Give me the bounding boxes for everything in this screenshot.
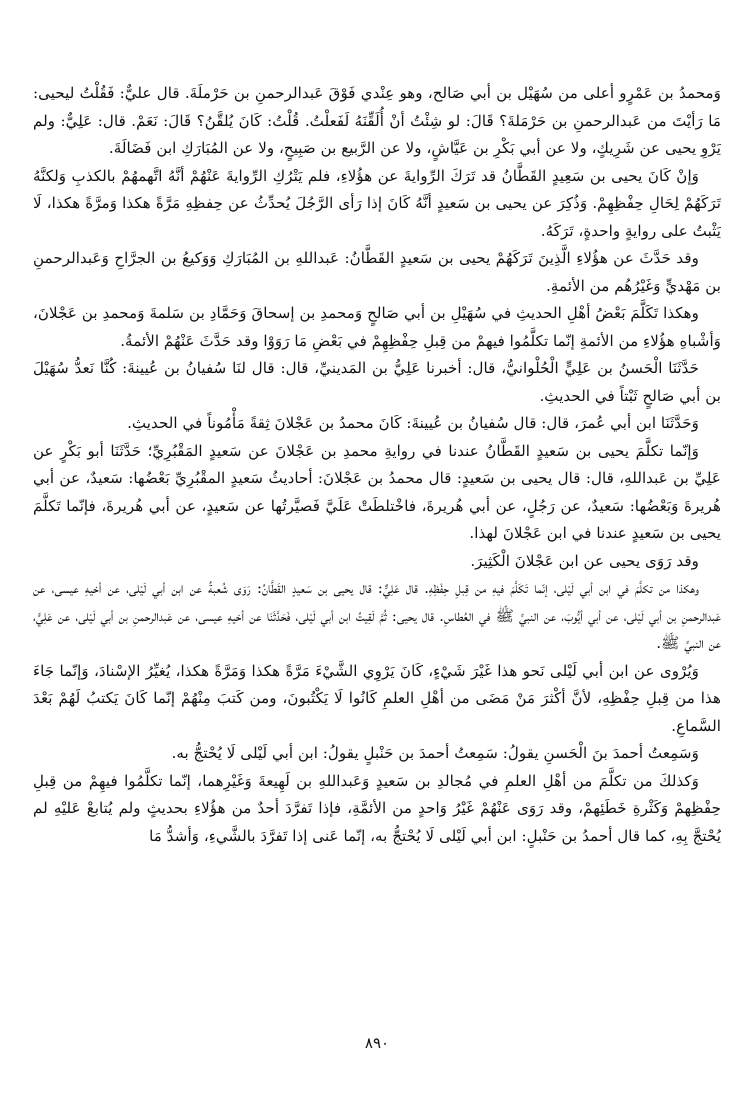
- paragraph: وَمحمدُ بن عَمْرٍو أعلى من سُهَيْل بن أبي صَالح، وهو عِنْدي فَوْقَ عَبدالرحمنِ بن حَرْملَةَ. قال عليٌّ: فَقُلْتُ ليحيى: مَا رَأيْتَ من عَبدالرحمنِ بن حَرْمَلةَ؟ قَالَ: لو شِئْتُ أنْ أُلَقِّنَهُ لَفَعلْتُ. قُلْتُ: كَانَ يُلقَّنُ؟ قَالَ: نَعَمْ. قال: عَلِيٌّ: ولم يَرْوِ يحيى عن شَرِيكٍ، ولا عن أبي بَكْرِ بن عَيَّاشٍ، ولا عن الرَّبيع بن صَبِيحٍ، ولا عن المُبَارَكِ ابن فَضَالَةَ.: [33, 84, 721, 157]
- paragraph: وَكذلكَ من تكلَّمَ من أهْلِ العلمِ في مُجالدِ بن سَعيدٍ وَعَبداللهِ بن لَهِيعةَ وَغَيْرِهما، إنّما تكلَّمُوا فيهِمْ من قِبلِ حِفْظِهمْ وَكَثْرةِ خَطَئِهمْ، وقد رَوَى عَنْهُمْ غَيْرُ وَاحدٍ من الأئمَّةِ، فإذا تَفرَّدَ أحدٌ من هؤُلاءِ بحديثٍ ولم يُتابعْ عَليْهِ لم يُحْتجَّ بِهِ، كما قال أحمدُ بن حَنْبلٍ: ابن أبي لَيْلى لَا يُحْتجُّ به، إنّما عَنى إذا تَفرَّدَ بالشَّيءِ، وَأشدُّ مَا: [33, 771, 721, 845]
- paragraph: وَسَمِعتُ أحمدَ بنَ الْحَسنِ يقولُ: سَمِعتُ أحمدَ بن حَنْبلٍ يقولُ: ابن أبي لَيْلى لَا يُحْتجُّ به.: [171, 744, 699, 762]
- paragraph: وقد حَدَّثَ عن هؤُلاءِ الَّذِينَ تَرَكَهُمْ يحيى بن سَعيدٍ القَطَّانُ: عَبداللهِ بن المُبَارَكِ وَوَكيعُ بن الجرَّاحِ وَعَبدالرحمنِ بن مَهْديٍّ وَغَيْرُهُم من الأئمةِ.: [33, 249, 721, 295]
- paragraph: حَدَّثَنَا الْحَسنُ بن عَلِيٍّ الْحُلْوانيُّ، قال: أخبرنا عَلِيُّ بن المَدينيِّ، قال: قال لنَا سُفيانُ بن عُيينةَ: كُنَّا نَعدُّ سُهَيْلَ بن أبي صَالحٍ ثَبْتاً في الحديثِ.: [33, 359, 721, 405]
- paragraph: وَإنْ كَانَ يحيى بن سَعِيدٍ القَطَّانُ قد تَرَكَ الرِّوايةَ عن هؤُلاءِ، فلم يَتْرُكِ الرِّوايةَ عَنْهُمْ أنَّهُ اتَّهمهُمْ بالكذبِ وَلكنَّهُ تَرَكَهُمْ لِحَالِ حِفْظِهِمْ. وَذُكِرَ عن يحيى بن سَعيدٍ أنَّهُ كَانَ إذا رَأى الرَّجُلَ يُحدِّثُ عن حِفظِهِ مَرَّةً هكذا وَمرَّةً هكذا، لَا يَثْبتُ على روايةٍ واحدةٍ، تَرَكَهُ.: [33, 166, 721, 240]
- text-body: [33, 80, 721, 850]
- paragraph: وهكذا تَكَلَّمَ بَعْضُ أهْلِ الحديثِ في سُهَيْلِ بن أبي صَالحٍ وَمحمدِ بن إسحاقَ وَحَمَّادِ بن سَلمةَ وَمحمدِ بن عَجْلانَ، وَأشْباهِ هؤُلاءِ من الأئمةِ إنّما تكلَّمُوا فيهمْ من قِبلِ حِفْظِهِمْ في بَعْضِ مَا رَوَوْا وقد حَدَّثَ عَنْهُمْ الأئمةُ.: [33, 304, 721, 350]
- paragraph: وهكذا من تكلَّمَ في ابن أبي لَيْلى، إنّما تَكَلَّمَ فيهِ من قِبلِ حِفْظِهِ. قال عَلِيٌّ: قال يحيى بن سَعيدٍ القَطَّانُ: رَوَى شُعبةُ عن ابن أبي لَيْلى، عن أخيهِ عيسى، عن عَبدالرحمنِ بن أبي لَيْلى، عن أبي أيُّوبَ، عن النبيِّ ﷺ في العُطاسِ. قال يحيى: ثُمَّ لَقِيتُ ابن أبي لَيْلى، فَحَدَّثَنَا عن أخيهِ عيسى، عن عَبدالرحمنِ بن أبي لَيْلى، عن عَلِيٍّ، عن النبيِّ ﷺ.: [33, 579, 721, 652]
- paragraph: وَإنّما تكلَّمَ يحيى بن سَعيدٍ القَطَّانُ عندنا في روايةِ محمدِ بن عَجْلانَ عن سَعيدٍ المَقْبُرِيِّ؛ حَدَّثَنَا أبو بَكْرٍ عن عَلِيِّ بن عَبداللهِ، قال: قال يحيى بن سَعيدٍ: قال محمدُ بن عَجْلانَ: أحاديثُ سَعيدٍ المقْبُرِيِّ بَعْضُها: سَعيدٌ، عن أبي هُريرةَ وَبَعْضُها: سَعيدٌ، عن رَجُلٍ، عن أبي هُريرةَ، فاخْتلطَتْ عَلَيَّ فَصيَّرتُها عن سَعيدٍ، عن أبي هُريرةَ، فإنّما تَكلَّمَ يحيى بن سَعيدٍ عندنا في ابن عَجْلانَ لهذا.: [33, 441, 721, 542]
- page-number: ٨٩٠: [364, 1034, 390, 1052]
- paragraph: وَحَدَّثَنَا ابن أبي عُمرَ، قال: قال سُفيانُ بن عُيينةَ: كَانَ محمدُ بن عَجْلانَ ثِقةً مَأْمُوناً في الحديثِ.: [127, 414, 699, 432]
- paragraph: وقد رَوَى يحيى عن ابن عَجْلانَ الْكَثِيرَ.: [470, 551, 699, 570]
- paragraph: وَيُرْوى عن ابن أبي لَيْلى نَحو هذا غَيْرَ شَيْءٍ، كَانَ يَرْوِي الشَّيْءَ مَرَّةً هكذا وَمَرَّةً هكذا، يُغيِّرُ الإسْنادَ، وَإنّما جَاءَ هذا من قِبلِ حِفْظِهِ، لأنَّ أكْثرَ مَنْ مَضَى من أهْلِ العلمِ كَانُوا لَا يَكْتُبونَ، ومن كَتبَ مِنْهُمْ إنّما كَانَ يَكتبُ لَهُمْ بَعْدَ السَّماعِ.: [33, 661, 721, 735]
